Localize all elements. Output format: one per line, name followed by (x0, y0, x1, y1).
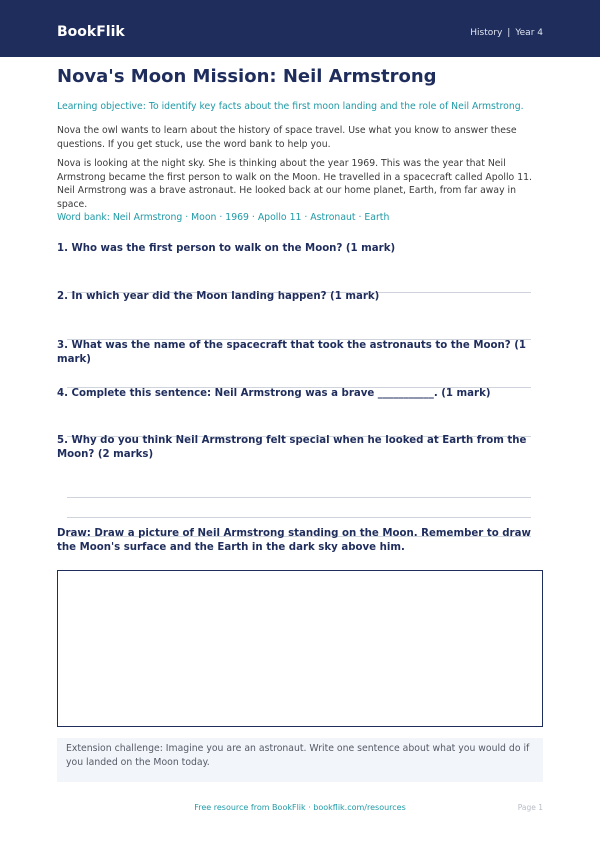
extension-challenge (57, 738, 543, 782)
brand-logo[interactable]: BookFlik (57, 24, 125, 40)
question-1: 1. Who was the first person to walk on the Moon? (1 mark) (57, 243, 396, 254)
question-5: 5. Why do you think Neil Armstrong felt special when he looked at Earth from the Moon? (2 marks) (57, 435, 527, 460)
footer-link[interactable]: Free resource from BookFlik · bookflik.com/resources (194, 803, 406, 812)
drawing-box[interactable] (57, 570, 543, 727)
header-bar (0, 0, 600, 57)
learning-objective: Learning objective: To identify key facts about the first moon landing and the role of Neil Armstrong. (57, 101, 524, 112)
draw-task: Draw: Draw a picture of Neil Armstrong standing on the Moon. Remember to draw the Moon's surface and the Earth in the dark sky above him. (57, 528, 531, 553)
breadcrumb-separator: | (507, 28, 511, 38)
intro-paragraph: Nova the owl wants to learn about the history of space travel. Use what you know to answer these questions. If you get stuck, use the word bank to help you. (57, 125, 517, 150)
extension-text: Extension challenge: Imagine you are an astronaut. Write one sentence about what you would do if you landed on the Moon today. (66, 743, 530, 768)
page-title: Nova's Moon Mission: Neil Armstrong (57, 66, 437, 87)
word-bank: Word bank: Neil Armstrong · Moon · 1969 · Apollo 11 · Astronaut · Earth (57, 212, 390, 223)
answer-line-5b[interactable] (67, 517, 531, 518)
breadcrumb-subject[interactable]: History (470, 28, 503, 38)
breadcrumb (470, 27, 543, 39)
question-3: 3. What was the name of the spacecraft that took the astronauts to the Moon? (1 mark) (57, 340, 526, 365)
answer-line-5a[interactable] (67, 497, 531, 498)
story-paragraph: Nova is looking at the night sky. She is thinking about the year 1969. This was the year that Neil Armstrong became the first person to walk on the Moon. He travelled in a spacecraft called Apollo 11. Neil Armstrong was a brave astronaut. He looked back at our home planet, Earth, from far away in space. (57, 158, 532, 210)
page-number: Page 1 (517, 803, 543, 812)
question-4: 4. Complete this sentence: Neil Armstrong was a brave ___________. (1 mark) (57, 388, 491, 399)
question-2: 2. In which year did the Moon landing happen? (1 mark) (57, 291, 380, 302)
breadcrumb-year[interactable]: Year 4 (515, 28, 543, 38)
